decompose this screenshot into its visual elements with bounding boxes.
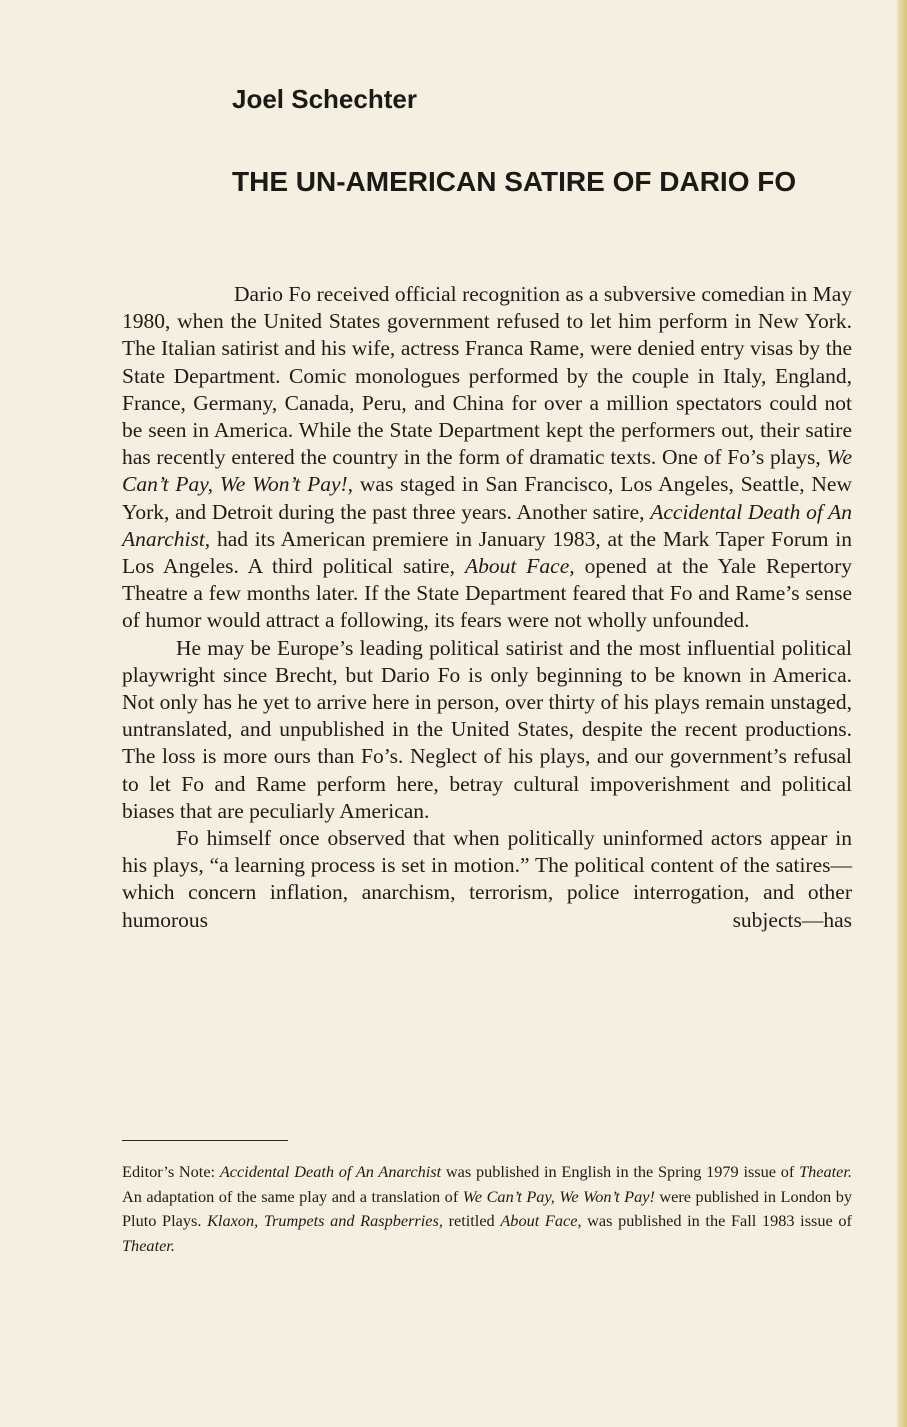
author-name: Joel Schechter: [232, 84, 417, 114]
paragraph-3: Fo himself once observed that when politically uninformed actors appear in his plays, “a learning process is set in motion.” The political content of the satires—which concern inflation, anarchism, terrorism, police interrogation, and other humorous subjects—has: [122, 826, 852, 932]
paragraph-2: He may be Europe’s leading political satirist and the most influential political playwright since Brecht, but Dario Fo is only beginning to be known in America. Not only has he yet to arrive here in person, over thirty of his plays remain unstaged, untranslated, and unpublished in the United States, despite the recent productions. The loss is more ours than Fo’s. Neglect of his plays, and our government’s refusal to let Fo and Rame perform here, betray cultural impoverishment and political biases that are peculiarly American.: [122, 635, 852, 823]
article-body: [122, 281, 852, 934]
page-edge: [897, 0, 907, 1427]
footnote-rule: [122, 1140, 288, 1141]
article-title: THE UN-AMERICAN SATIRE OF DARIO FO: [232, 166, 797, 197]
editors-note: Editor’s Note: Accidental Death of An Anarchist was published in English in the Spring 1979 issue of Theater. An adaptation of the same play and a translation of We Can’t Pay, We Won’t Pay! were published in London by Pluto Plays. Klaxon, Trumpets and Raspberries, retitled About Face, was published in the Fall 1983 issue of Theater.: [122, 1162, 852, 1255]
paragraph-1: Dario Fo received official recognition as a subversive comedian in May 1980, when the United States government refused to let him perform in New York. The Italian satirist and his wife, actress Franca Rame, were denied entry visas by the State Department. Comic monologues performed by the couple in Italy, England, France, Germany, Canada, Peru, and China for over a million spectators could not be seen in America. While the State Department kept the performers out, their satire has recently entered the country in the form of dramatic texts. One of Fo’s plays, We Can’t Pay, We Won’t Pay!, was staged in San Francisco, Los Angeles, Seattle, New York, and Detroit during the past three years. Another satire, Accidental Death of An Anarchist, had its American premiere in January 1983, at the Mark Taper Forum in Los Angeles. A third political satire, About Face, opened at the Yale Repertory Theatre a few months later. If the State Department feared that Fo and Rame’s sense of humor would attract a following, its fears were not wholly unfounded.: [122, 282, 853, 633]
